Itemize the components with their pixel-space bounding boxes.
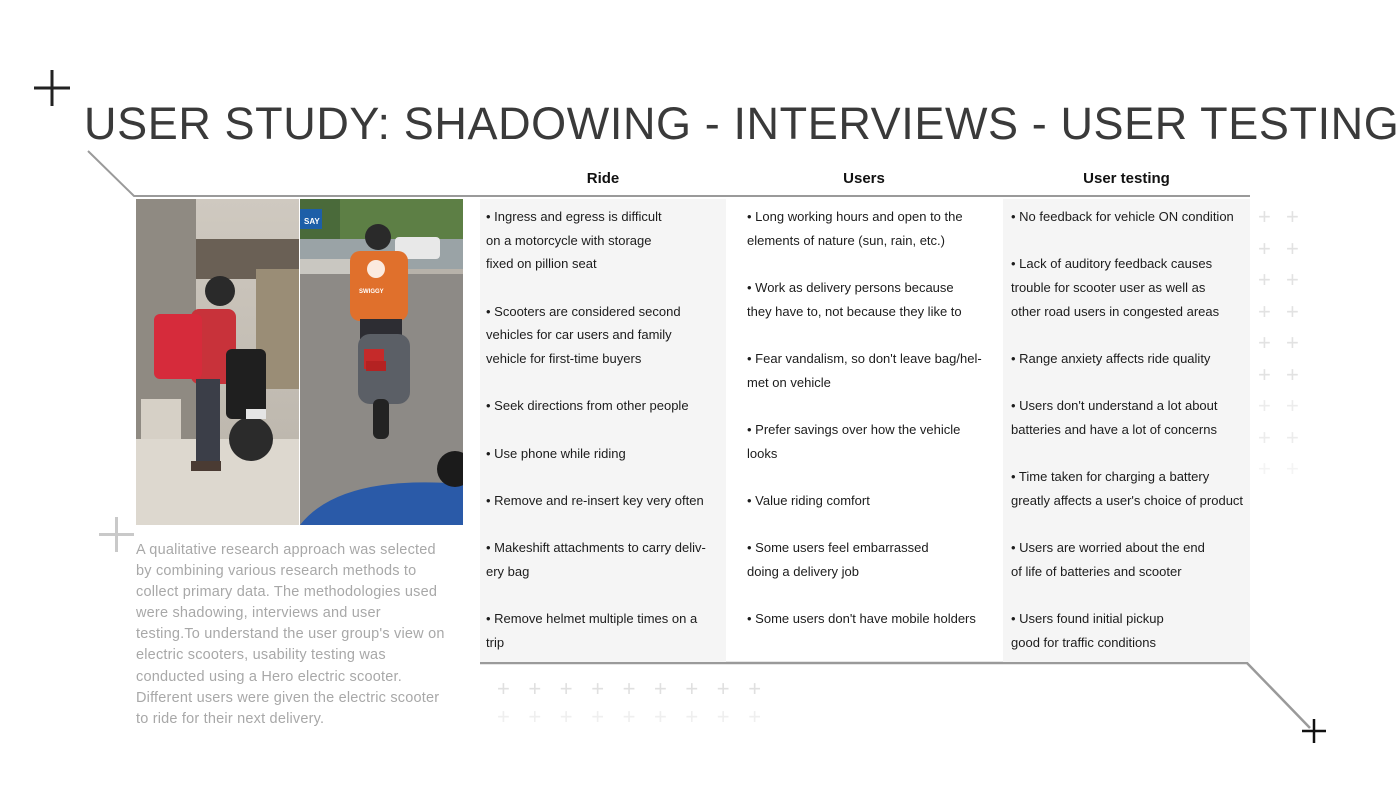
plus-glyph: +: [559, 676, 573, 701]
plus-glyph: +: [497, 676, 510, 701]
bullet-item: • Long working hours and open to the elements of nature (sun, rain, etc.): [747, 209, 963, 248]
plus-glyph: +: [685, 676, 699, 701]
bullet-item: • Remove and re-insert key very often: [486, 492, 704, 508]
column-heading-users: Users: [843, 170, 885, 187]
plus-glyph: +: [654, 704, 667, 729]
bullet-item: • Value riding comfort: [747, 492, 870, 508]
bullet-item: • Use phone while riding: [486, 445, 626, 461]
plus-glyph: +: [497, 704, 510, 729]
plus-glyph: +: [591, 676, 605, 701]
plus-glyph: +: [1258, 298, 1271, 324]
plus-glyph: +: [685, 704, 699, 729]
plus-glyph: +: [528, 704, 542, 729]
plus-glyph: +: [622, 704, 636, 729]
plus-glyph: +: [716, 676, 730, 701]
bullet-item: • Users are worried about the end of life of batteries and scooter: [1011, 540, 1205, 579]
plus-glyph: +: [1258, 393, 1271, 418]
photo-left-rider: [136, 199, 299, 525]
page-title: USER STUDY: SHADOWING - INTERVIEWS - USER TESTING: [84, 98, 1400, 149]
plus-glyph: +: [1286, 393, 1299, 418]
bullet-item: • Seek directions from other people: [486, 398, 689, 414]
bullet-item: • Users found initial pickup good for traffic conditions: [1011, 611, 1164, 650]
plus-glyph: +: [1286, 298, 1299, 324]
plus-glyph: +: [1286, 361, 1299, 387]
plus-glyph: +: [1258, 361, 1271, 387]
bullet-item: • Some users don't have mobile holders: [747, 611, 976, 627]
bullet-item: • Time taken for charging a battery greatly affects a user's choice of product: [1011, 469, 1244, 508]
plus-glyph: +: [748, 704, 762, 729]
plus-glyph: +: [1258, 204, 1271, 229]
bullet-item: • Range anxiety affects ride quality: [1011, 350, 1211, 366]
plus-glyph: +: [1258, 235, 1271, 261]
plus-glyph: +: [1258, 330, 1271, 355]
bullet-item: • Makeshift attachments to carry deliv- ery bag: [486, 540, 706, 579]
bullet-item: • Some users feel embarrassed doing a delivery job: [747, 540, 929, 579]
plus-glyph: +: [1286, 204, 1299, 229]
shop-sign-text: SAY: [304, 217, 320, 226]
plus-glyph: +: [1286, 267, 1299, 292]
bullet-item: • Ingress and egress is difficult on a motorcycle with storage fixed on pillion seat: [486, 209, 662, 272]
plus-glyph: +: [622, 676, 636, 701]
column-users: [741, 199, 1003, 662]
column-heading-user-testing: User testing: [1083, 170, 1170, 187]
plus-glyph: +: [1258, 456, 1271, 481]
bullet-item: • Scooters are considered second vehicles for car users and family vehicle for first-time buyers: [486, 303, 681, 366]
plus-glyph: +: [1258, 267, 1271, 292]
column-user-testing: [1003, 199, 1250, 662]
plus-glyph: +: [591, 704, 605, 729]
bullet-item: • Remove helmet multiple times on a trip: [486, 611, 698, 650]
plus-glyph: +: [1286, 330, 1299, 355]
bullet-item: • No feedback for vehicle ON condition: [1011, 209, 1234, 224]
bullet-item: • Prefer savings over how the vehicle looks: [747, 421, 961, 461]
column-heading-ride: Ride: [586, 170, 620, 187]
study-description: A qualitative research approach was selected by combining various research methods to collect primary data. The methodologies used were shadowing, interviews and user testing.To understand the user group's view on electric scooters, usability testing was conducted using a Hero electric scooter. Different users were given the electric scooter to ride for their next delivery.: [136, 542, 445, 727]
bullet-item: • Lack of auditory feedback causes trouble for scooter user as well as other road users in congested areas: [1011, 256, 1220, 319]
plus-glyph: +: [1258, 424, 1271, 450]
bag-logo-text: SWIGGY: [359, 289, 384, 295]
plus-glyph: +: [1286, 456, 1299, 481]
bullet-item: • Fear vandalism, so don't leave bag/hel- met on vehicle: [747, 350, 982, 390]
bullet-item: • Users don't understand a lot about batteries and have a lot of concerns: [1011, 398, 1218, 437]
plus-glyph: +: [1286, 235, 1299, 261]
plus-glyph: +: [1286, 424, 1299, 450]
plus-glyph: +: [528, 676, 542, 701]
bullet-item: • Work as delivery persons because they have to, not because they like to: [747, 279, 962, 319]
photo-right-scooter: [300, 199, 463, 525]
column-ride: [480, 199, 726, 662]
plus-glyph: +: [748, 676, 762, 701]
plus-glyph: +: [654, 676, 667, 701]
plus-glyph: +: [559, 704, 573, 729]
plus-glyph: +: [716, 704, 730, 729]
